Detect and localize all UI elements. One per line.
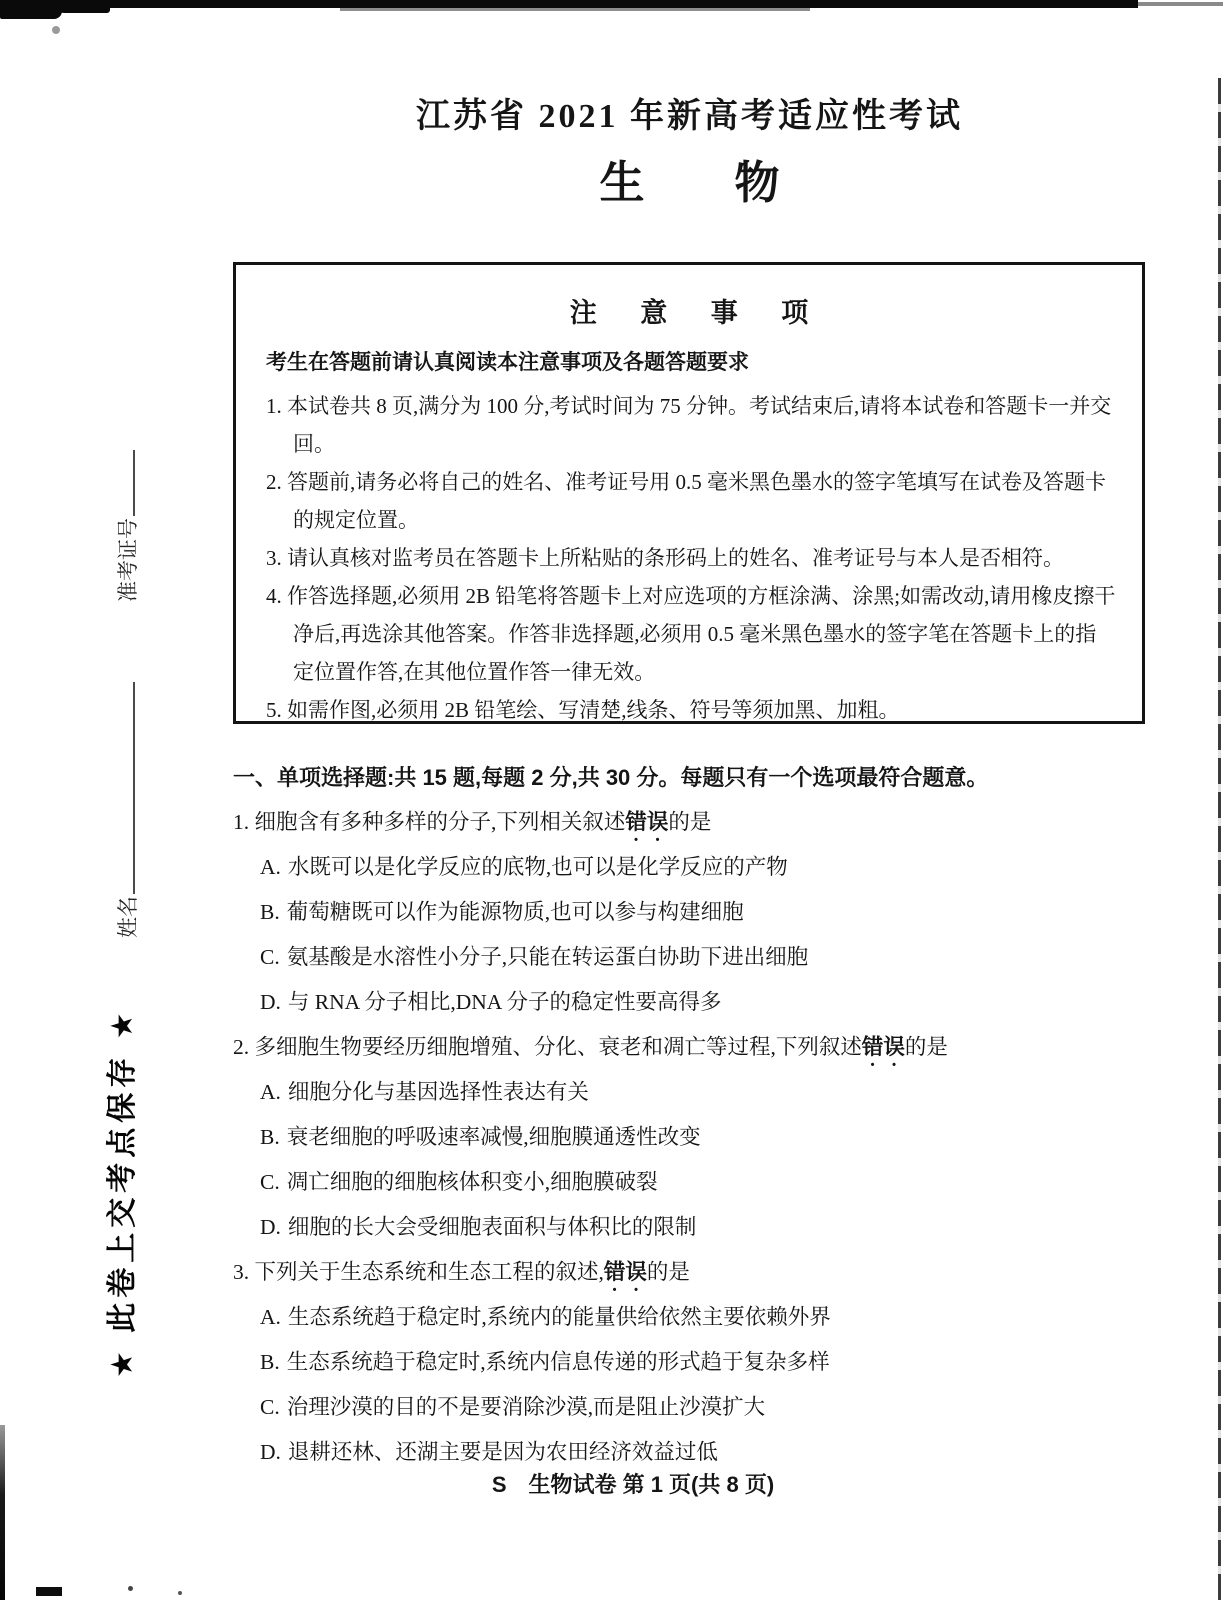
option-row — [233, 1295, 1163, 1340]
option-text: 细胞分化与基因选择性表达有关 — [287, 1080, 589, 1104]
option-text: 退耕还林、还湖主要是因为农田经济效益过低 — [287, 1440, 718, 1464]
option-row — [233, 890, 1163, 935]
option-label: C. — [260, 945, 280, 969]
stem-text: 细胞含有多种多样的分子,下列相关叙述 — [254, 810, 626, 834]
stem-text: 下列关于生态系统和生态工程的叙述, — [254, 1260, 604, 1284]
page-footer: S 生物试卷 第 1 页(共 8 页) — [491, 1472, 775, 1497]
option-label: A. — [260, 1305, 281, 1329]
option-text: 凋亡细胞的细胞核体积变小,细胞膜破裂 — [286, 1170, 658, 1194]
scan-blob — [58, 0, 110, 13]
option-label: A. — [260, 1080, 281, 1104]
option-label: B. — [260, 900, 280, 924]
option-row — [233, 935, 1163, 980]
question-number: 3. — [233, 1260, 255, 1284]
option-text: 治理沙漠的目的不是要消除沙漠,而是阻止沙漠扩大 — [286, 1395, 766, 1419]
scan-edge-left — [0, 1425, 5, 1600]
stem-emphasis: 错误 — [625, 810, 669, 834]
notice-item: 1. 本试卷共 8 页,满分为 100 分,考试时间为 75 分钟。考试结束后,请将本试卷和答题卡一并交回。 — [266, 394, 1112, 456]
option-label: C. — [260, 1170, 280, 1194]
option-label: C. — [260, 1395, 280, 1419]
stem-text: 多细胞生物要经历细胞增殖、分化、衰老和凋亡等过程,下列叙述 — [254, 1035, 862, 1059]
scan-mark-bottom — [36, 1587, 62, 1596]
question-number: 1. — [233, 810, 255, 834]
option-label: B. — [260, 1125, 280, 1149]
scan-speck — [178, 1591, 182, 1595]
option-row — [233, 1070, 1163, 1115]
stem-text: 的是 — [668, 810, 712, 834]
scan-border-top — [0, 0, 1138, 8]
scan-line-artifact — [340, 8, 810, 11]
question-1-stem — [233, 800, 1163, 845]
question-area — [233, 755, 1163, 1475]
notice-item: 2. 答题前,请务必将自己的姓名、准考证号用 0.5 毫米黑色墨水的签字笔填写在试卷及答题卡的规定位置。 — [266, 470, 1106, 532]
scan-edge-right — [1218, 78, 1221, 1600]
stem-text: 的是 — [646, 1260, 690, 1284]
option-text: 衰老细胞的呼吸速率减慢,细胞膜通透性改变 — [286, 1125, 701, 1149]
notice-box — [233, 262, 1145, 724]
option-row — [233, 1340, 1163, 1385]
scan-border-top-tail — [1138, 2, 1223, 6]
question-3-stem — [233, 1250, 1163, 1295]
subject-title: 生 物 — [599, 158, 780, 208]
question-number: 2. — [233, 1035, 255, 1059]
notice-item: 5. 如需作图,必须用 2B 铅笔绘、写清楚,线条、符号等须加黑、加粗。 — [266, 698, 900, 722]
notice-item: 4. 作答选择题,必须用 2B 铅笔将答题卡上对应选项的方框涂满、涂黑;如需改动,请用橡皮擦干净后,再选涂其他答案。作答非选择题,必须用 0.5 毫米黑色墨水的签字笔在答题卡上的指定位置作答,在其他位置作答一律无效。 — [266, 584, 1116, 684]
option-row — [233, 845, 1163, 890]
option-text: 生态系统趋于稳定时,系统内信息传递的形式趋于复杂多样 — [286, 1350, 830, 1374]
option-label: D. — [260, 1440, 281, 1464]
scan-blob — [0, 0, 62, 19]
option-label: B. — [260, 1350, 280, 1374]
notice-item-list — [266, 387, 1116, 729]
section-header: 一、单项选择题:共 15 题,每题 2 分,共 30 分。每题只有一个选项最符合题意。 — [233, 765, 989, 790]
option-row — [233, 1205, 1163, 1250]
option-row — [233, 980, 1163, 1025]
name-label: 姓名 — [116, 896, 140, 938]
option-label: D. — [260, 990, 281, 1014]
option-row — [233, 1115, 1163, 1160]
question-2-stem — [233, 1025, 1163, 1070]
option-row — [233, 1160, 1163, 1205]
option-text: 氨基酸是水溶性小分子,只能在转运蛋白协助下进出细胞 — [286, 945, 809, 969]
option-text: 生态系统趋于稳定时,系统内的能量供给依然主要依赖外界 — [287, 1305, 831, 1329]
option-text: 葡萄糖既可以作为能源物质,也可以参与构建细胞 — [286, 900, 744, 924]
notice-title: 注 意 事 项 — [569, 298, 827, 328]
exam-number-blank — [129, 450, 135, 516]
exam-title: 江苏省 2021 年新高考适应性考试 — [416, 98, 963, 135]
option-label: A. — [260, 855, 281, 879]
option-text: 与 RNA 分子相比,DNA 分子的稳定性要高得多 — [287, 990, 722, 1014]
scan-speck — [128, 1586, 133, 1591]
option-row — [233, 1385, 1163, 1430]
option-text: 水既可以是化学反应的底物,也可以是化学反应的产物 — [287, 855, 788, 879]
notice-item: 3. 请认真核对监考员在答题卡上所粘贴的条形码上的姓名、准考证号与本人是否相符。 — [266, 546, 1064, 570]
option-text: 细胞的长大会受细胞表面积与体积比的限制 — [287, 1215, 697, 1239]
keep-at-site-notice: ★ 此卷上交考点保存 ★ — [106, 1007, 139, 1378]
scan-speck — [52, 26, 60, 34]
stem-emphasis: 错误 — [603, 1260, 647, 1284]
stem-text: 的是 — [904, 1035, 948, 1059]
name-blank — [129, 682, 135, 894]
notice-subtitle: 考生在答题前请认真阅读本注意事项及各题答题要求 — [266, 351, 749, 374]
stem-emphasis: 错误 — [861, 1035, 905, 1059]
exam-number-field — [112, 450, 142, 602]
exam-number-label: 准考证号 — [116, 518, 140, 602]
option-label: D. — [260, 1215, 281, 1239]
name-field — [112, 682, 142, 938]
